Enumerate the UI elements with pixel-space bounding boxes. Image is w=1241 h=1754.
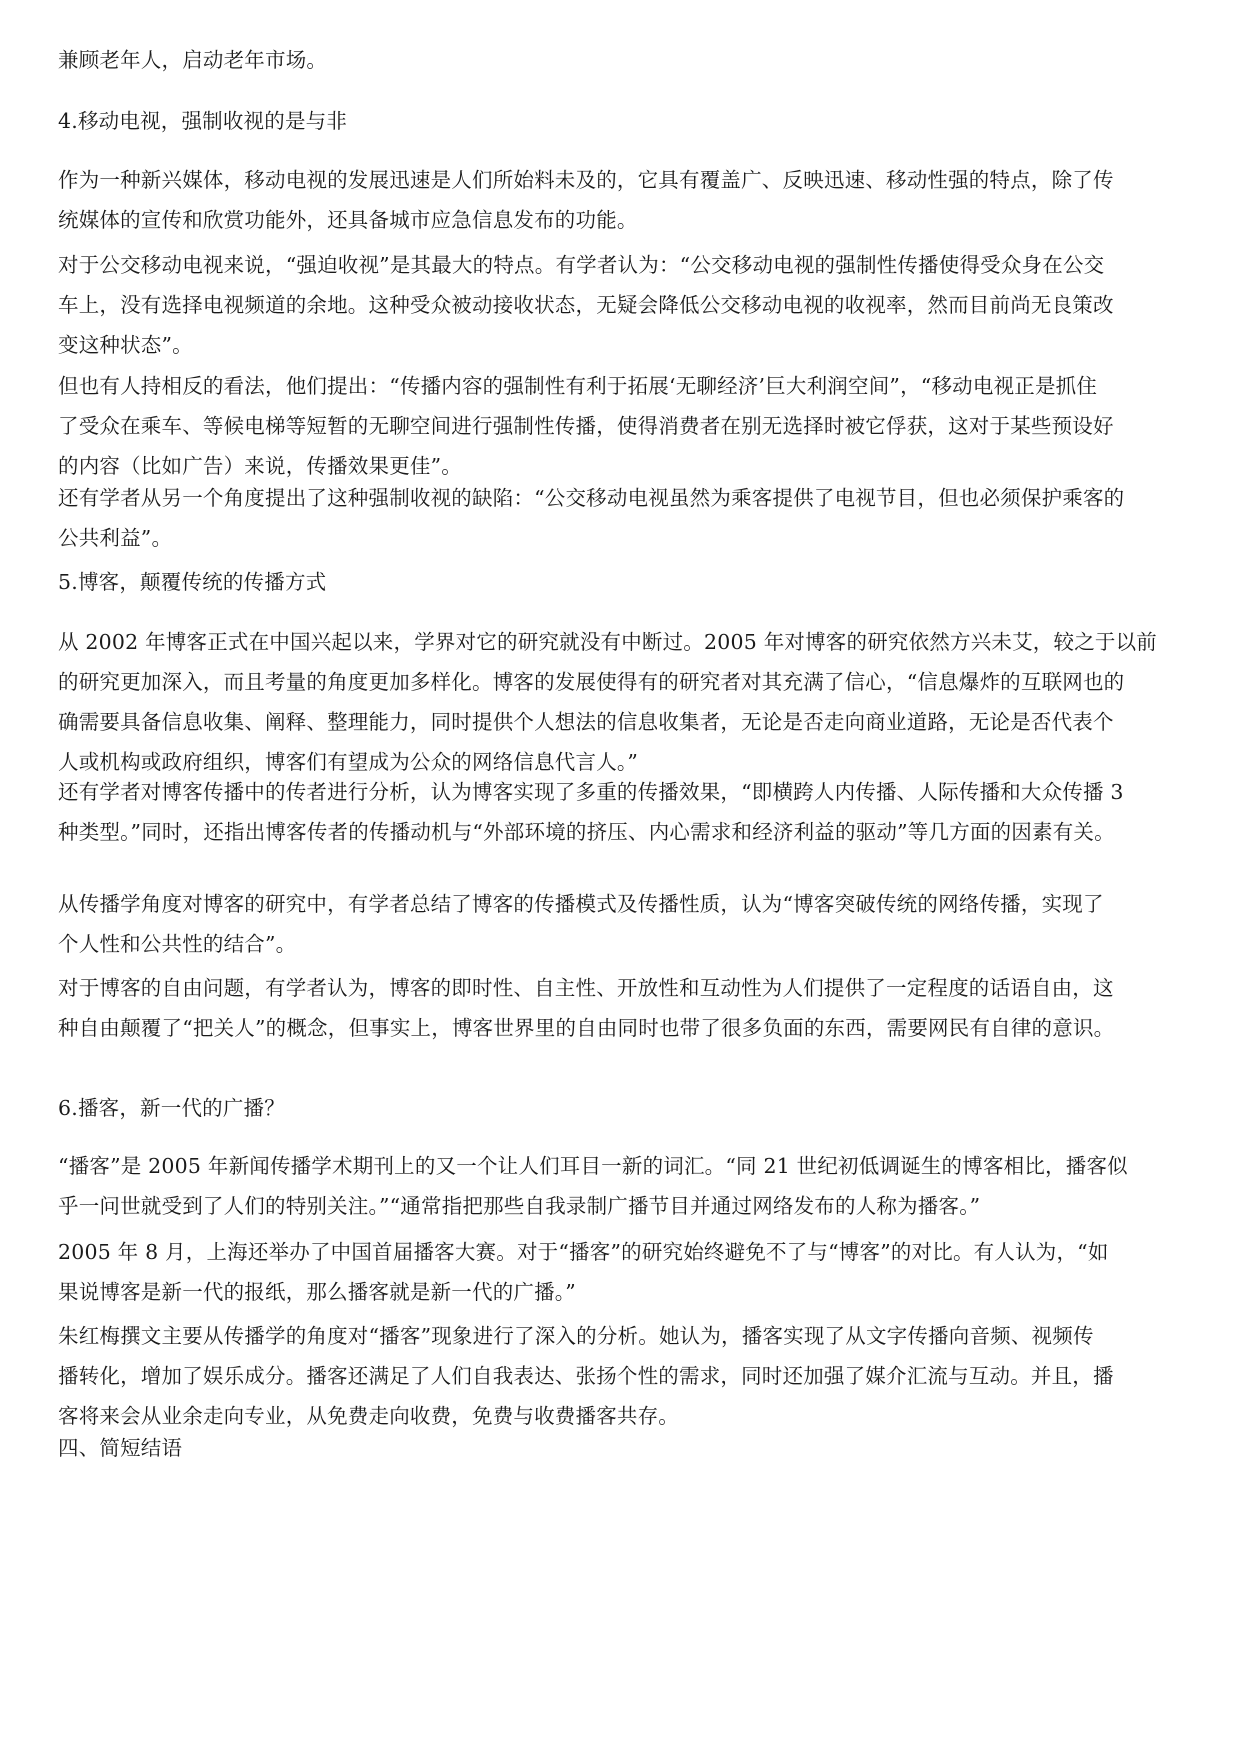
text-line: “播客”是 2005 年新闻传播学术期刊上的又一个让人们耳目一新的词汇。“同 21 世纪初低调诞生的博客相比，播客似 [58,1154,1128,1178]
text-line: 但也有人持相反的看法，他们提出：“传播内容的强制性有利于拓展‘无聊经济’巨大利润空间”，“移动电视正是抓住 [58,374,1098,398]
paragraph-public-interest [58,478,1188,558]
text-line: 车上，没有选择电视频道的余地。这种受众被动接收状态，无疑会降低公交移动电视的收视率，然而目前尚无良策改 [58,293,1114,317]
text-line: 对于博客的自由问题，有学者认为，博客的即时性、自主性、开放性和互动性为人们提供了一定程度的话语自由，这 [58,976,1114,1000]
heading-podcast: 6.播客，新一代的广播？ [58,1096,285,1120]
text-line: 还有学者对博客传播中的传者进行分析，认为博客实现了多重的传播效果，“即横跨人内传播、人际传播和大众传播 3 [58,780,1124,804]
document-page [58,0,1188,1754]
paragraph-elderly-market [58,40,1188,80]
paragraph-blog-research [58,622,1188,782]
paragraph-podcast-intro [58,1146,1188,1226]
text-line: 客将来会从业余走向专业，从免费走向收费，免费与收费播客共存。 [58,1404,679,1428]
text-line: 确需要具备信息收集、阐释、整理能力，同时提供个人想法的信息收集者，无论是否走向商业道路，无论是否代表个 [58,710,1114,734]
paragraph-blog-communicators [58,772,1188,852]
text-line: 播转化，增加了娱乐成分。播客还满足了人们自我表达、张扬个性的需求，同时还加强了媒介汇流与互动。并且，播 [58,1364,1114,1388]
paragraph-opposing-view [58,366,1188,486]
text-line: 还有学者从另一个角度提出了这种强制收视的缺陷：“公交移动电视虽然为乘客提供了电视节目，但也必须保护乘客的 [58,486,1125,510]
text-line: 变这种状态”。 [58,333,193,357]
paragraph-forced-viewing [58,245,1188,365]
text-line: 种类型。”同时，还指出博客传者的传播动机与“外部环境的挤压、内心需求和经济利益的驱动”等几方面的因素有关。 [58,820,1115,844]
text-line: 乎一问世就受到了人们的特别关注。”“通常指把那些自我录制广播节目并通过网络发布的人称为播客。” [58,1194,981,1218]
text-line: 公共利益”。 [58,526,173,550]
text-line: 人或机构或政府组织，博客们有望成为公众的网络信息代言人。” [58,750,639,774]
text-line: 对于公交移动电视来说，“强迫收视”是其最大的特点。有学者认为：“公交移动电视的强制性传播使得受众身在公交 [58,253,1105,277]
text-line: 的研究更加深入，而且考量的角度更加多样化。博客的发展使得有的研究者对其充满了信心，“信息爆炸的互联网也的 [58,670,1125,694]
text-line: 果说博客是新一代的报纸，那么播客就是新一代的广播。” [58,1280,576,1304]
paragraph-blog-model [58,884,1188,964]
text-line: 从 2002 年博客正式在中国兴起以来，学界对它的研究就没有中断过。2005 年对博客的研究依然方兴未艾，较之于以前 [58,630,1157,654]
text-line: 的内容（比如广告）来说，传播效果更佳”。 [58,454,462,478]
heading-blog: 5.博客，颠覆传统的传播方式 [58,570,327,594]
text-line: 兼顾老年人，启动老年市场。 [58,48,328,72]
paragraph-blog-freedom [58,968,1188,1048]
paragraph-podcast-analysis [58,1316,1188,1436]
paragraph-mobile-tv-intro [58,160,1188,240]
heading-conclusion: 四、简短结语 [58,1436,183,1460]
heading-mobile-tv: 4.移动电视，强制收视的是与非 [58,109,348,133]
text-line: 2005 年 8 月，上海还举办了中国首届播客大赛。对于“播客”的研究始终避免不了与“博客”的对比。有人认为，“如 [58,1240,1109,1264]
text-line: 个人性和公共性的结合”。 [58,932,297,956]
text-line: 统媒体的宣传和欣赏功能外，还具备城市应急信息发布的功能。 [58,208,638,232]
text-line: 了受众在乘车、等候电梯等短暂的无聊空间进行强制性传播，使得消费者在别无选择时被它俘获，这对于某些预设好 [58,414,1114,438]
text-line: 作为一种新兴媒体，移动电视的发展迅速是人们所始料未及的，它具有覆盖广、反映迅速、移动性强的特点，除了传 [58,168,1114,192]
text-line: 从传播学角度对博客的研究中，有学者总结了博客的传播模式及传播性质，认为“博客突破传统的网络传播，实现了 [58,892,1104,916]
paragraph-podcast-contest [58,1232,1188,1312]
text-line: 种自由颠覆了“把关人”的概念，但事实上，博客世界里的自由同时也带了很多负面的东西，需要网民有自律的意识。 [58,1016,1115,1040]
text-line: 朱红梅撰文主要从传播学的角度对“播客”现象进行了深入的分析。她认为，播客实现了从文字传播向音频、视频传 [58,1324,1094,1348]
